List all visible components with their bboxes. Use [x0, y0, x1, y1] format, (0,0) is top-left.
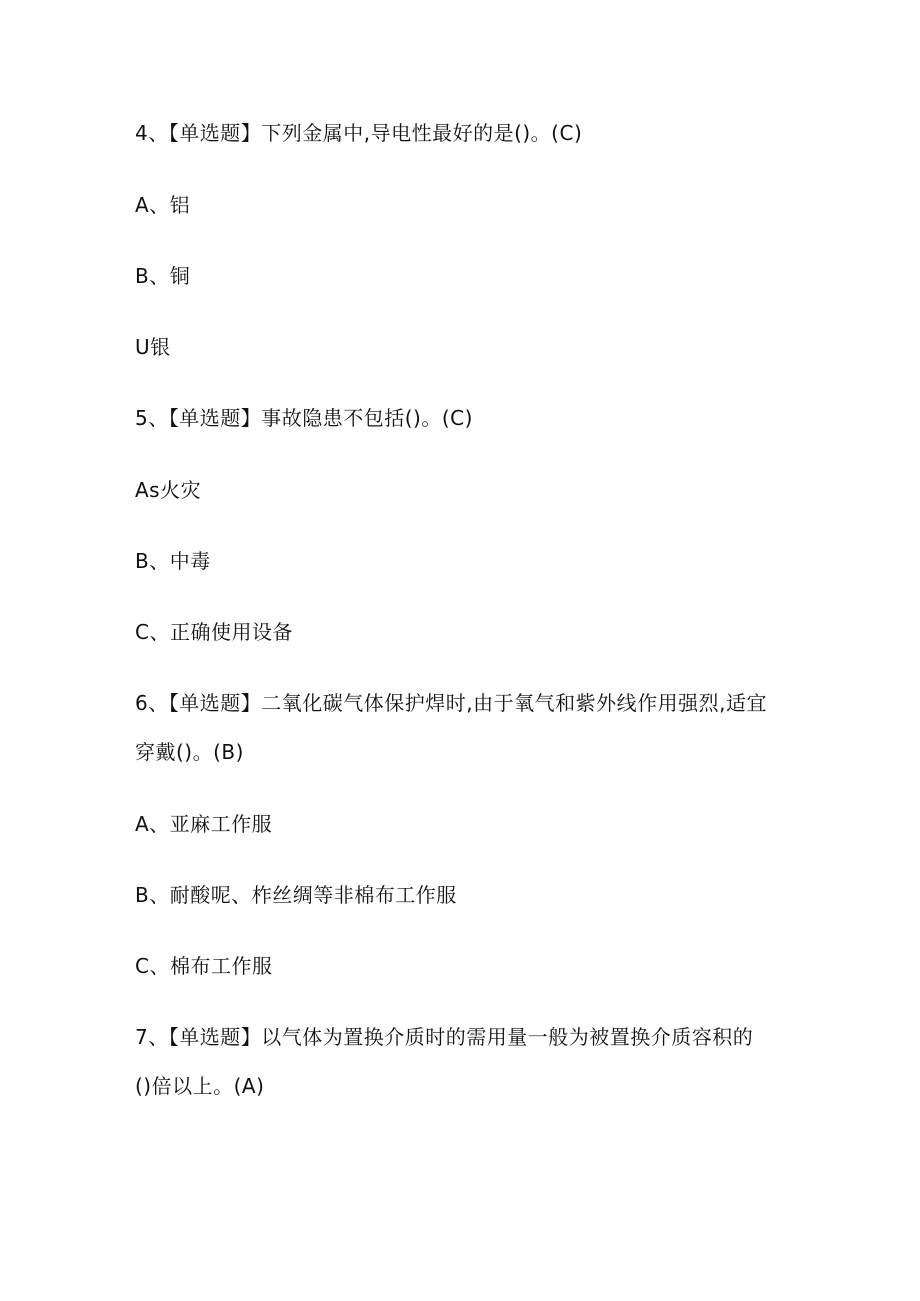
question-4-option-c: U银 — [135, 335, 171, 359]
question-5-option-c: C、正确使用设备 — [135, 620, 293, 644]
question-5-stem: 5、【单选题】事故隐患不包括()。(C) — [135, 406, 473, 430]
question-7-stem-line-2: ()倍以上。(A) — [135, 1074, 265, 1098]
question-6-stem-line-1: 6、【单选题】二氧化碳气体保护焊时,由于氧气和紫外线作用强烈,适宜 — [135, 691, 767, 715]
question-5-option-a: As火灾 — [135, 478, 202, 502]
question-4-option-b: B、铜 — [135, 264, 191, 288]
question-6-option-b: B、耐酸呢、柞丝绸等非棉布工作服 — [135, 883, 457, 907]
question-5-option-b: B、中毒 — [135, 549, 211, 573]
question-6-stem-line-2: 穿戴()。(B) — [135, 740, 244, 764]
question-6-option-c: C、棉布工作服 — [135, 954, 273, 978]
question-7-stem-line-1: 7、【单选题】以气体为置换介质时的需用量一般为被置换介质容积的 — [135, 1025, 754, 1049]
question-4-stem: 4、【单选题】下列金属中,导电性最好的是()。(C) — [135, 121, 583, 145]
question-4-option-a: A、铝 — [135, 193, 191, 217]
question-6-option-a: A、亚麻工作服 — [135, 812, 273, 836]
